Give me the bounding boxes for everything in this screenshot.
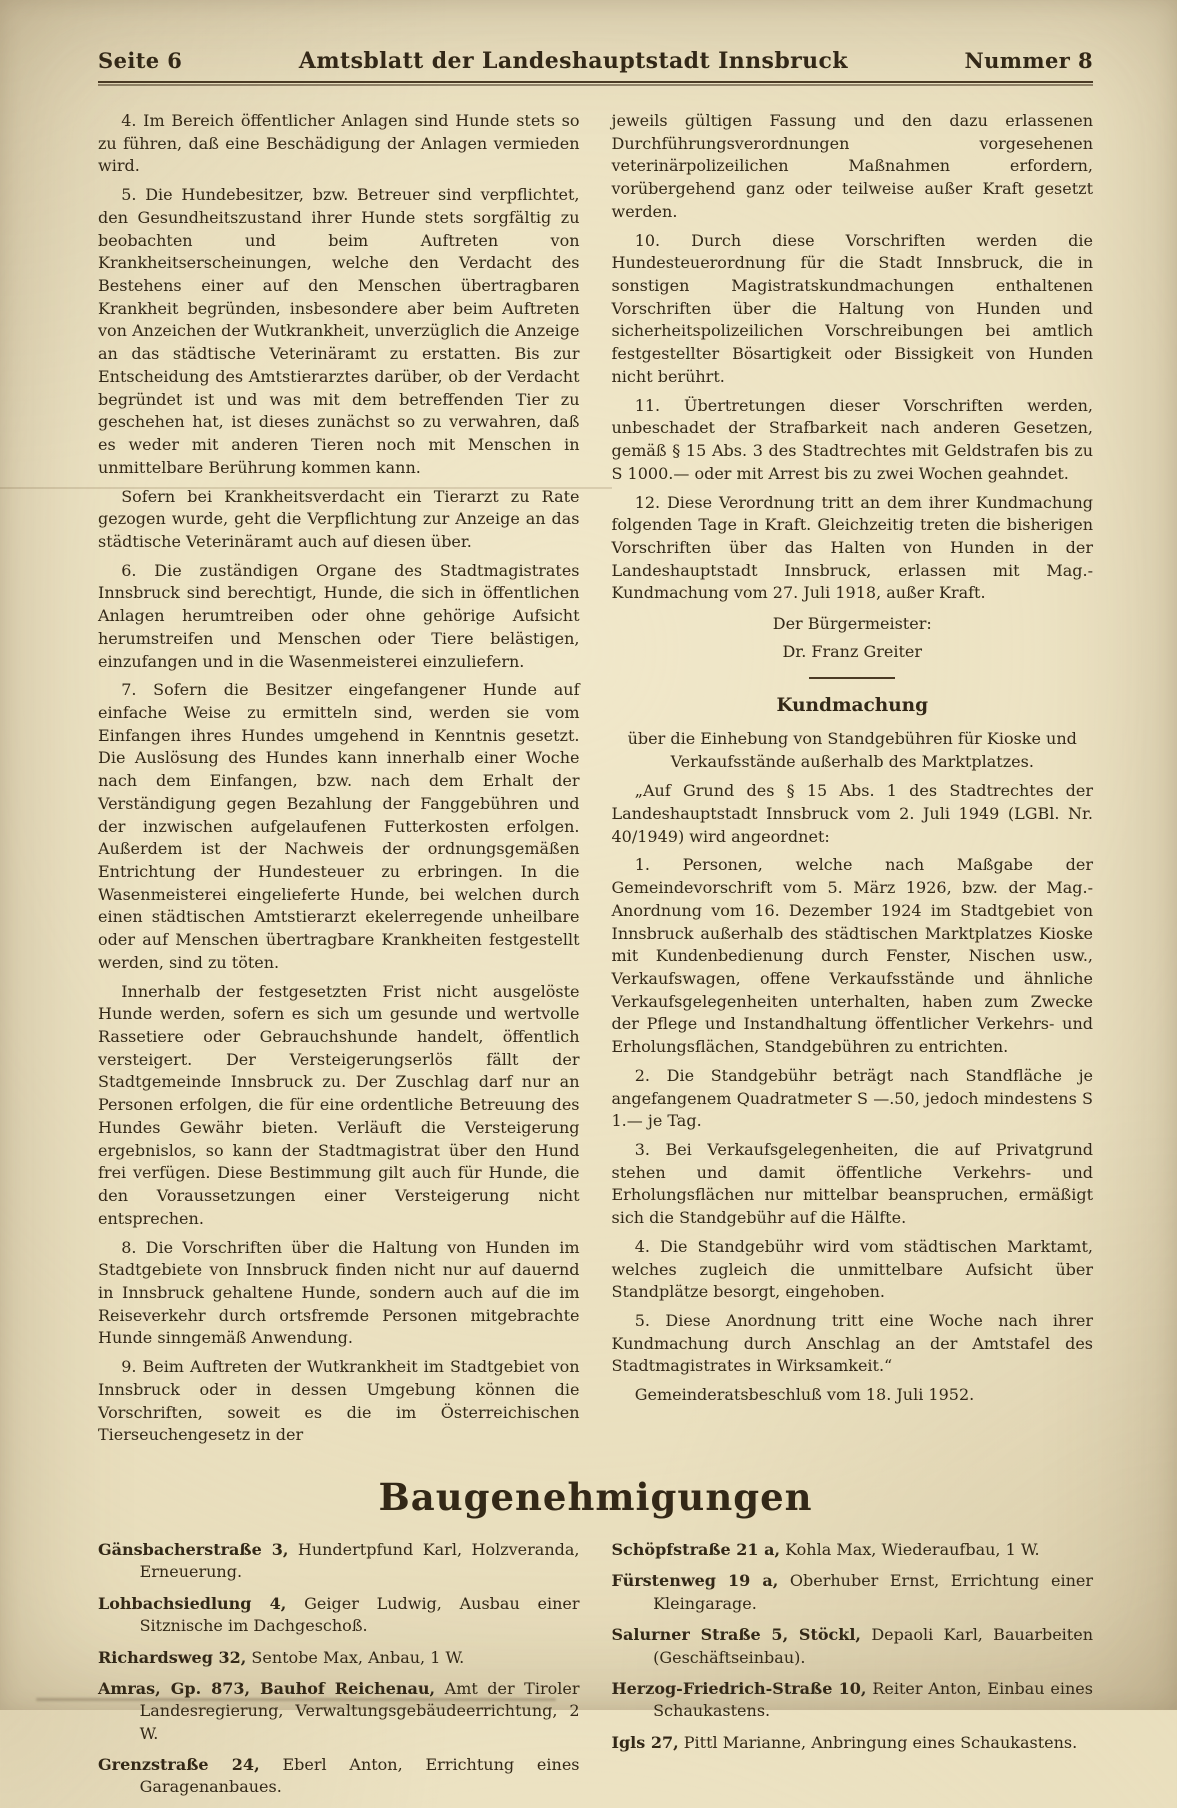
continuation-paragraph: jeweils gültigen Fassung und den dazu erlassenen Durchführungsverordnungen vorgesehenen veterinärpolizeilichen Maßnahmen erfordern, vorübergehend ganz oder teilweise außer Kraft gesetzt werden. bbox=[611, 111, 1093, 221]
permit-details: Eberl Anton, Errichtung eines Garagenanbaues. bbox=[139, 1755, 580, 1797]
header-page-number: Seite 6 bbox=[98, 48, 183, 73]
permit-address: Fürstenweg 19 a, bbox=[611, 1571, 779, 1591]
permit-entry bbox=[612, 1678, 1094, 1723]
permit-entry bbox=[612, 1732, 1094, 1754]
permit-details: Geiger Ludwig, Ausbau einer Sitznische im Dachgeschoß. bbox=[139, 1593, 580, 1636]
permit-address: Richardsweg 32, bbox=[98, 1647, 247, 1667]
building-permits-list bbox=[98, 1539, 1093, 1808]
paragraph: 2. Die Standgebühr beträgt nach Standfläche je angefangenem Quadratmeter S —.50, jedoch mindestens S 1.— je Tag. bbox=[611, 1065, 1093, 1131]
permit-details: Hundertpfund Karl, Holzveranda, Erneuerung. bbox=[139, 1539, 580, 1582]
paper-crease bbox=[0, 487, 612, 489]
permits-left-column bbox=[98, 1539, 580, 1808]
paragraph: Sofern bei Krankheitsverdacht ein Tierarzt zu Rate gezogen wurde, geht die Verpflichtung zur Anzeige an das städtische Veterinäramt auch auf diesen über. bbox=[98, 486, 580, 551]
permit-details: Kohla Max, Wiederaufbau, 1 W. bbox=[785, 1539, 1040, 1559]
signature-role: Der Bürgermeister: bbox=[772, 614, 932, 634]
paragraph: 7. Sofern die Besitzer eingefangener Hunde auf einfache Weise zu ermitteln sind, werden sie vom Einfangen ihres Hundes umgehend in Kenntnis gesetzt. Die Auslösung des Hundes kann innerhalb einer Woche nach dem Einfangen, bzw. nach dem Erhalt der Verständigung gegen Bezahlung der Fanggebühren und der inzwischen aufgelaufenen Futterkosten erfolgen. Außerdem ist der Nachweis der ordnungsgemäßen Entrichtung der Hundesteuer zu erbringen. In die Wasenmeisterei eingelieferte Hunde, bei welchen durch einen städtischen Amtstierarzt ekelerregende unheilbare oder auf Menschen übertragbare Krankheiten festgestellt werden, sind zu töten. bbox=[98, 680, 580, 972]
header-title: Amtsblatt der Landeshauptstadt Innsbruck bbox=[298, 48, 848, 74]
permit-address: Schöpfstraße 21 a, bbox=[611, 1539, 781, 1559]
paragraph: 1. Personen, welche nach Maßgabe der Gemeindevorschrift vom 5. März 1926, bzw. der Mag.-Anordnung vom 16. Dezember 1924 im Stadtgebiet von Innsbruck außerhalb des städtischen Marktplatzes Kioske mit Kundenbedienung durch Fenster, Nischen usw., Verkaufswagen, offene Verkaufsstände und ähnliche Verkaufsgelegenheiten unterhalten, haben zum Zwecke der Pflege und Instandhaltung öffentlicher Verkehrs- und Erholungsflächen, Standgebühren zu entrichten. bbox=[611, 855, 1093, 1057]
permits-right-column bbox=[612, 1539, 1094, 1808]
paragraph: 12. Diese Verordnung tritt an dem ihrer Kundmachung folgenden Tage in Kraft. Gleichzeitig treten die bisherigen Vorschriften über das Halten von Hunden in der Landeshauptstadt Innsbruck, erlassen mit Mag.-Kundmachung vom 27. Juli 1918, außer Kraft. bbox=[611, 492, 1093, 603]
header-issue-number: Nummer 8 bbox=[964, 48, 1093, 73]
permit-entry bbox=[98, 1678, 580, 1745]
permit-details: Amt der Tiroler Landesregierung, Verwaltungsgebäudeerrichtung, 2 W. bbox=[139, 1678, 580, 1743]
kundmachung-subtitle: über die Einhebung von Standgebühren für Kioske und Verkaufsstände außerhalb des Marktplatzes. bbox=[627, 728, 1077, 771]
permit-details: Depaoli Karl, Bauarbeiten (Geschäftseinbau). bbox=[653, 1625, 1094, 1667]
signature-name: Dr. Franz Greiter bbox=[782, 641, 923, 661]
paragraph: Innerhalb der festgesetzten Frist nicht ausgelöste Hunde werden, sofern es sich um gesunde und wertvolle Rassetiere oder Gebrauchshunde handelt, öffentlich versteigert. Der Versteigerungserlös fällt der Stadtgemeinde Innsbruck zu. Der Zuschlag darf nur an Personen erfolgen, die für eine ordentliche Betreuung des Hundes Gewähr bieten. Verläuft die Versteigerung ergebnislos, so kann der Stadtmagistrat über den Hund frei verfügen. Diese Bestimmung gilt auch für Hunde, die den Voraussetzungen einer Versteigerung nicht entsprechen. bbox=[98, 981, 580, 1228]
permit-address: Igls 27, bbox=[611, 1732, 679, 1752]
permit-address: Grenzstraße 24, bbox=[98, 1755, 260, 1775]
right-column-paragraphs bbox=[612, 230, 1094, 606]
paragraph: 10. Durch diese Vorschriften werden die Hundesteuerordnung für die Stadt Innsbruck, die in sonstigen Magistratskundmachungen enthaltenen Vorschriften über die Haltung von Hunden und sicherheitspolizeilichen Vorschreibungen bei amtlich festgestellter Bösartigkeit oder Bissigkeit von Hunden nicht berührt. bbox=[611, 230, 1093, 386]
permit-details: Pittl Marianne, Anbringung eines Schaukastens. bbox=[683, 1732, 1078, 1752]
page-header bbox=[98, 48, 1093, 74]
permit-entry bbox=[98, 1593, 580, 1638]
paragraph: 9. Beim Auftreten der Wutkrankheit im Stadtgebiet von Innsbruck oder in dessen Umgebung können die Vorschriften, soweit es die im Österreichischen Tierseuchengesetz in der bbox=[98, 1357, 580, 1445]
paragraph: „Auf Grund des § 15 Abs. 1 des Stadtrechtes der Landeshauptstadt Innsbruck vom 2. Juli 1949 (LGBl. Nr. 40/1949) wird angeordnet: bbox=[611, 781, 1093, 846]
kundmachung-title: Kundmachung bbox=[776, 694, 929, 716]
scan-edge-artifact bbox=[36, 1698, 556, 1701]
permit-address: Gänsbacherstraße 3, bbox=[98, 1539, 289, 1559]
paragraph: Gemeinderatsbeschluß vom 18. Juli 1952. bbox=[634, 1385, 975, 1405]
permit-address: Lohbachsiedlung 4, bbox=[98, 1593, 287, 1613]
paragraph: 5. Diese Anordnung tritt eine Woche nach ihrer Kundmachung durch Anschlag an der Amtstafel des Stadtmagistrates in Wirksamkeit.“ bbox=[611, 1311, 1093, 1376]
permit-address: Amras, Gp. 873, Bauhof Reichenau, bbox=[98, 1678, 436, 1698]
permit-address: Salurner Straße 5, Stöckl, bbox=[611, 1625, 862, 1645]
paragraph: 3. Bei Verkaufsgelegenheiten, die auf Privatgrund stehen und damit öffentliche Verkehrs- und Erholungsflächen nur mittelbar beanspruchen, ermäßigt sich die Standgebühr auf die Hälfte. bbox=[611, 1140, 1093, 1228]
paragraph: 5. Die Hundebesitzer, bzw. Betreuer sind verpflichtet, den Gesundheitszustand ihrer Hunde stets sorgfältig zu beobachten und beim Auftreten von Krankheitserscheinungen, welche den Verdacht des Bestehens einer auf den Menschen übertragbaren Krankheit begründen, insbesondere aber beim Auftreten von Anzeichen der Wutkrankheit, unverzüglich die Anzeige an das städtische Veterinäramt zu erstatten. Bis zur Entscheidung des Amtstierarztes darüber, ob der Verdacht begründet ist und was mit dem betreffenden Tier zu geschehen hat, ist dieses zunächst so zu verwahren, daß es weder mit anderen Tieren noch mit Menschen in unmittelbare Berührung kommen kann. bbox=[98, 185, 580, 477]
paragraph: 4. Im Bereich öffentlicher Anlagen sind Hunde stets so zu führen, daß eine Beschädigung der Anlagen vermieden wird. bbox=[98, 111, 580, 176]
paragraph: 8. Die Vorschriften über die Haltung von Hunden im Stadtgebiete von Innsbruck finden nicht nur auf dauernd in Innsbruck gehaltene Hunde, sondern auch auf die im Reiseverkehr durch ortsfremde Personen mitgebrachte Hunde sinngemäß Anwendung. bbox=[98, 1237, 580, 1348]
permit-entry bbox=[98, 1539, 580, 1584]
building-permits-title: Baugenehmigungen bbox=[378, 1474, 813, 1519]
permit-entry bbox=[612, 1570, 1094, 1615]
kundmachung-paragraphs bbox=[612, 780, 1094, 1407]
permit-address: Herzog-Friedrich-Straße 10, bbox=[611, 1678, 867, 1698]
permit-details: Reiter Anton, Einbau eines Schaukastens. bbox=[653, 1678, 1093, 1721]
signature-block bbox=[612, 613, 1094, 663]
permit-entry bbox=[612, 1539, 1094, 1561]
main-columns bbox=[98, 110, 1093, 1453]
header-rule bbox=[98, 81, 1093, 86]
permit-entry bbox=[98, 1647, 580, 1669]
paragraph: 4. Die Standgebühr wird vom städtischen Marktamt, welches zugleich die unmittelbare Aufsicht über Standplätze besorgt, eingehoben. bbox=[611, 1236, 1093, 1302]
right-column bbox=[612, 110, 1094, 1453]
permit-entry bbox=[98, 1754, 580, 1799]
permit-entry bbox=[612, 1624, 1094, 1669]
paragraph: 11. Übertretungen dieser Vorschriften werden, unbeschadet der Strafbarkeit nach anderen Gesetzen, gemäß § 15 Abs. 3 des Stadtrechtes mit Geldstrafen bis zu S 1000.— oder mit Arrest bis zu zwei Wochen geahndet. bbox=[611, 395, 1093, 483]
paragraph: 6. Die zuständigen Organe des Stadtmagistrates Innsbruck sind berechtigt, Hunde, die sich in öffentlichen Anlagen herumtreiben oder ohne gehörige Aufsicht herumstreifen und Menschen oder Tiere belästigen, einzufangen und in die Wasenmeisterei einzuliefern. bbox=[98, 560, 580, 671]
left-column bbox=[98, 110, 580, 1453]
section-divider bbox=[809, 677, 895, 679]
permit-details: Oberhuber Ernst, Errichtung einer Kleingarage. bbox=[653, 1571, 1093, 1613]
permit-details: Sentobe Max, Anbau, 1 W. bbox=[251, 1647, 465, 1667]
